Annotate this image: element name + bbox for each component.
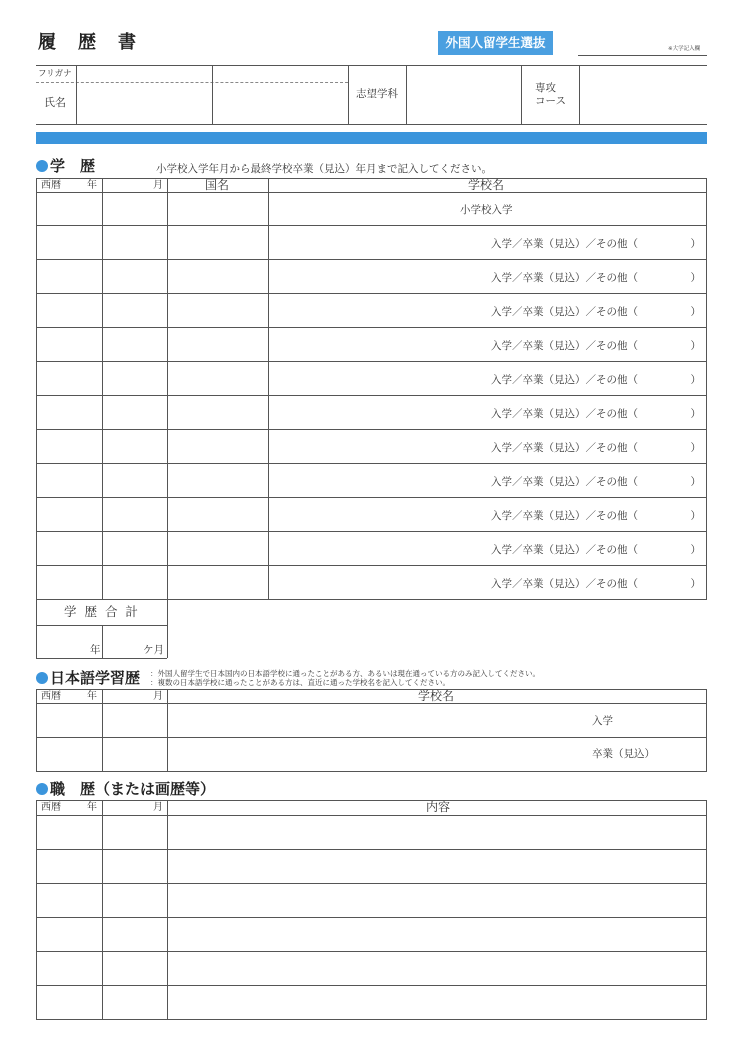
office-use-note: ※大学記入欄: [668, 46, 701, 52]
work-section-title: [36, 782, 215, 797]
bullet-icon: [36, 783, 48, 795]
work-col-era: 西暦: [41, 802, 61, 813]
course-label-course: コース: [535, 95, 566, 107]
japanese-col-school: 学校名: [418, 689, 455, 703]
education-first-row-text: 小学校入学: [460, 204, 513, 216]
education-total-year-unit: 年: [90, 644, 101, 656]
work-col-month: 月: [153, 802, 163, 813]
japanese-col-month: 月: [153, 691, 163, 702]
name-input[interactable]: [78, 84, 347, 124]
japanese-col-era: 西暦: [41, 691, 61, 702]
education-col-year: 年: [87, 180, 97, 191]
office-use-rule: [578, 55, 707, 56]
education-row-status: 入学／卒業（見込）／その他（ ）: [491, 374, 701, 386]
education-row-status: 入学／卒業（見込）／その他（ ）: [491, 442, 701, 454]
education-row-status: 入学／卒業（見込）／その他（ ）: [491, 578, 701, 590]
department-label: 志望学科: [356, 88, 398, 100]
education-title: 学 歴: [50, 157, 96, 175]
education-row-status: 入学／卒業（見込）／その他（ ）: [491, 340, 701, 352]
bullet-icon: [36, 672, 48, 684]
education-note: 小学校入学年月から最終学校卒業（見込）年月まで記入してください。: [156, 163, 492, 175]
education-section-title: [36, 159, 95, 174]
japanese-note-2: ：複数の日本語学校に通ったことがある方は、直近に通った学校名を記入してください。: [150, 678, 450, 687]
education-col-month: 月: [153, 180, 163, 191]
education-col-school: 学校名: [468, 178, 505, 192]
category-badge: [438, 31, 553, 55]
education-row-status: 入学／卒業（見込）／その他（ ）: [491, 510, 701, 522]
section-divider: [36, 132, 707, 144]
category-badge-label: 外国人留学生選抜: [445, 35, 546, 50]
education-col-country: 国名: [205, 178, 230, 192]
japanese-note-1: ：外国人留学生で日本国内の日本語学校に通ったことがある方、あるいは現在通っている方のみ記入してください。: [150, 669, 540, 678]
education-row-status: 入学／卒業（見込）／その他（ ）: [491, 272, 701, 284]
japanese-row-entry: 入学: [592, 715, 613, 727]
furigana-label: フリガナ: [38, 69, 72, 79]
work-col-year: 年: [87, 802, 97, 813]
furigana-input[interactable]: [78, 66, 347, 82]
education-row-status: 入学／卒業（見込）／その他（ ）: [491, 544, 701, 556]
department-input[interactable]: [408, 66, 520, 124]
education-row-status: 入学／卒業（見込）／その他（ ）: [491, 476, 701, 488]
work-title: 職 歴（または画歴等）: [50, 780, 216, 798]
education-col-era: 西暦: [41, 180, 61, 191]
work-col-content: 内容: [426, 800, 451, 814]
page-title: 履 歴 書: [38, 32, 138, 53]
education-row-status: 入学／卒業（見込）／その他（ ）: [491, 306, 701, 318]
course-label-major: 専攻: [535, 82, 556, 94]
japanese-col-year: 年: [87, 691, 97, 702]
education-total-label: 学 歴 合 計: [64, 604, 140, 619]
bullet-icon: [36, 160, 48, 172]
education-total-month-unit: ケ月: [143, 644, 164, 656]
japanese-section-title: [36, 671, 140, 686]
education-row-status: 入学／卒業（見込）／その他（ ）: [491, 408, 701, 420]
work-table: [36, 800, 707, 1020]
education-row-status: 入学／卒業（見込）／その他（ ）: [491, 238, 701, 250]
japanese-row-graduation: 卒業（見込）: [592, 748, 655, 760]
japanese-title: 日本語学習歴: [50, 669, 141, 687]
name-label: 氏名: [44, 96, 66, 109]
course-input[interactable]: [581, 66, 706, 124]
